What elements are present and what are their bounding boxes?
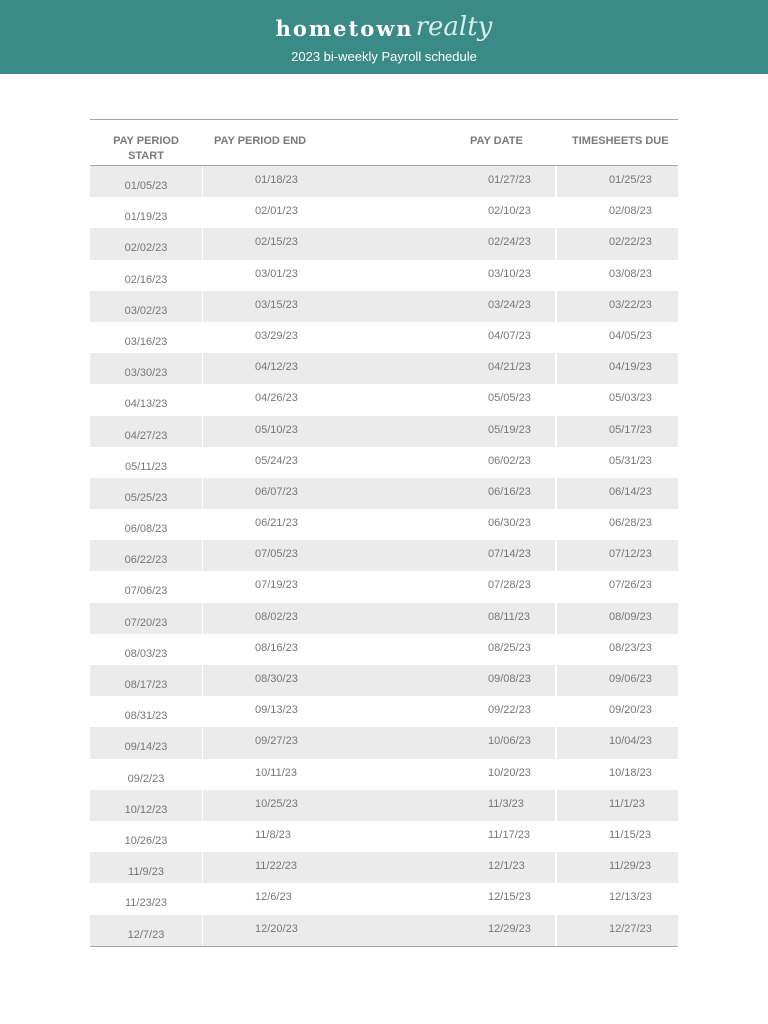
cell-timesheets-due: 10/04/23: [609, 735, 652, 748]
header-banner: [0, 0, 768, 74]
cell-divider: [555, 915, 557, 946]
cell-pay-period-end: 07/19/23: [255, 579, 298, 592]
table-row: [90, 353, 678, 384]
cell-timesheets-due: 10/18/23: [609, 766, 652, 779]
cell-pay-period-end: 08/02/23: [255, 610, 298, 623]
table-header: [90, 120, 678, 166]
cell-pay-period-end: 11/22/23: [255, 860, 298, 873]
cell-timesheets-due: 03/22/23: [609, 298, 652, 311]
table-row: [90, 540, 678, 571]
cell-pay-period-end: 08/30/23: [255, 673, 298, 685]
cell-pay-date: 01/27/23: [488, 174, 531, 186]
payroll-table: [90, 119, 678, 947]
cell-pay-period-end: 10/25/23: [255, 797, 298, 810]
cell-timesheets-due: 02/22/23: [609, 236, 652, 249]
cell-pay-period-start: 09/2/23: [127, 772, 165, 785]
cell-timesheets-due: 07/26/23: [609, 579, 652, 592]
cell-pay-date: 04/07/23: [488, 329, 531, 342]
table-row: [90, 634, 678, 665]
cell-pay-period-end: 03/01/23: [255, 267, 298, 280]
cell-timesheets-due: 12/27/23: [609, 922, 652, 935]
cell-pay-period-start: 01/05/23: [90, 166, 202, 197]
cell-timesheets-due: 04/05/23: [609, 329, 652, 342]
cell-pay-period-end: 12/6/23: [255, 891, 292, 904]
cell-pay-period-start: 06/22/23: [90, 540, 202, 571]
cell-timesheets-due: 02/08/23: [609, 205, 652, 218]
table-row: [90, 727, 678, 758]
cell-timesheets-due: 08/09/23: [609, 610, 652, 623]
table-row: [90, 322, 678, 353]
cell-pay-period-end: 06/21/23: [255, 517, 298, 530]
cell-pay-date: 06/16/23: [488, 485, 531, 498]
cell-pay-date: 03/24/23: [488, 298, 531, 311]
table-row: [90, 447, 678, 478]
cell-divider: [555, 727, 557, 758]
cell-pay-date: 03/10/23: [488, 267, 531, 280]
cell-divider: [555, 540, 557, 571]
cell-pay-period-start: 08/17/23: [90, 665, 202, 696]
cell-pay-period-end: 03/29/23: [255, 329, 298, 342]
cell-pay-period-start: 03/30/23: [90, 353, 202, 384]
cell-pay-date: 11/3/23: [488, 797, 524, 810]
cell-pay-period-start: 11/23/23: [124, 897, 167, 910]
table-row: [90, 571, 678, 602]
table-row: [90, 416, 678, 447]
table-row: [90, 260, 678, 291]
cell-pay-period-start: 09/14/23: [90, 727, 202, 758]
cell-timesheets-due: 04/19/23: [609, 361, 652, 374]
table-row: [90, 883, 678, 914]
cell-timesheets-due: 06/28/23: [609, 517, 652, 530]
cell-divider: [555, 852, 557, 883]
cell-divider: [555, 478, 557, 509]
cell-pay-date: 10/06/23: [488, 735, 531, 748]
table-row: [90, 478, 678, 509]
cell-pay-date: 02/24/23: [488, 236, 531, 249]
cell-pay-period-start: 01/19/23: [124, 211, 168, 224]
cell-pay-date: 07/28/23: [488, 579, 531, 592]
cell-pay-date: 04/21/23: [488, 361, 531, 374]
table-row: [90, 291, 678, 322]
cell-timesheets-due: 11/15/23: [609, 828, 652, 841]
cell-timesheets-due: 12/13/23: [609, 891, 652, 904]
cell-divider: [555, 665, 557, 696]
cell-pay-date: 11/17/23: [488, 828, 531, 841]
cell-divider: [555, 166, 557, 197]
cell-pay-period-start: 11/9/23: [90, 852, 202, 883]
cell-pay-period-end: 11/8/23: [255, 828, 291, 841]
table-row: [90, 852, 678, 883]
cell-pay-period-end: 12/20/23: [255, 922, 298, 935]
cell-pay-period-start: 02/16/23: [124, 273, 168, 286]
cell-timesheets-due: 11/29/23: [609, 860, 652, 873]
cell-pay-period-start: 04/27/23: [90, 416, 202, 447]
cell-pay-period-start: 04/13/23: [124, 398, 168, 411]
cell-pay-period-start: 03/02/23: [90, 291, 202, 322]
table-row: [90, 228, 678, 259]
cell-pay-period-end: 04/12/23: [255, 361, 298, 374]
table-row: [90, 665, 678, 696]
cell-pay-period-start: 03/16/23: [124, 335, 168, 348]
table-row: [90, 821, 678, 852]
table-row: [90, 509, 678, 540]
cell-divider: [555, 603, 557, 634]
cell-pay-date: 05/19/23: [488, 423, 531, 436]
column-header-pay-date: PAY DATE: [470, 135, 523, 147]
cell-timesheets-due: 01/25/23: [609, 174, 652, 186]
cell-divider: [555, 228, 557, 259]
table-row: [90, 197, 678, 228]
cell-timesheets-due: 09/20/23: [609, 704, 652, 717]
cell-pay-date: 08/11/23: [488, 610, 531, 623]
cell-divider: [555, 291, 557, 322]
cell-pay-period-end: 09/27/23: [255, 735, 298, 748]
cell-timesheets-due: 11/1/23: [609, 797, 645, 810]
cell-pay-period-start: 12/7/23: [90, 915, 202, 946]
cell-pay-period-start: 07/20/23: [90, 603, 202, 634]
cell-pay-period-start: 06/08/23: [124, 523, 168, 536]
cell-pay-date: 06/30/23: [488, 517, 531, 530]
cell-timesheets-due: 05/17/23: [609, 423, 652, 436]
cell-pay-date: 10/20/23: [488, 766, 531, 779]
table-row: [90, 603, 678, 634]
brand-script-text: realty: [415, 12, 493, 42]
cell-divider: [555, 416, 557, 447]
cell-pay-period-start: 07/06/23: [124, 585, 168, 598]
table-body: [90, 166, 678, 947]
cell-pay-period-start: 08/31/23: [124, 710, 168, 723]
cell-pay-period-end: 05/24/23: [255, 454, 298, 467]
cell-pay-period-end: 01/18/23: [255, 174, 298, 186]
column-header-timesheets-due: TIMESHEETS DUE: [572, 135, 669, 147]
cell-pay-period-end: 10/11/23: [255, 766, 298, 779]
cell-timesheets-due: 08/23/23: [609, 641, 652, 654]
table-row: [90, 790, 678, 821]
cell-pay-date: 09/08/23: [488, 673, 531, 685]
brand-name: hometown: [275, 16, 414, 41]
table-row: [90, 384, 678, 415]
cell-pay-period-end: 02/15/23: [255, 236, 298, 249]
cell-pay-date: 05/05/23: [488, 392, 531, 405]
cell-pay-period-end: 05/10/23: [255, 423, 298, 436]
cell-pay-date: 02/10/23: [488, 205, 531, 218]
cell-divider: [555, 790, 557, 821]
cell-pay-period-start: 08/03/23: [124, 647, 168, 660]
brand-logo: [0, 10, 768, 46]
cell-pay-date: 06/02/23: [488, 454, 531, 467]
cell-pay-period-start: 05/25/23: [90, 478, 202, 509]
table-row: [90, 166, 678, 197]
cell-timesheets-due: 05/31/23: [609, 454, 652, 467]
cell-pay-period-start: 10/12/23: [90, 790, 202, 821]
cell-pay-period-start: 10/26/23: [124, 834, 168, 847]
cell-pay-period-end: 08/16/23: [255, 641, 298, 654]
cell-pay-period-end: 03/15/23: [255, 298, 298, 311]
cell-pay-period-end: 02/01/23: [255, 205, 298, 218]
cell-pay-period-start: 05/11/23: [124, 460, 167, 473]
cell-pay-period-end: 04/26/23: [255, 392, 298, 405]
table-row: [90, 759, 678, 790]
cell-pay-period-end: 07/05/23: [255, 548, 298, 561]
table-row: [90, 915, 678, 947]
cell-pay-date: 12/29/23: [488, 922, 531, 935]
cell-timesheets-due: 03/08/23: [609, 267, 652, 280]
cell-divider: [555, 353, 557, 384]
cell-timesheets-due: 05/03/23: [609, 392, 652, 405]
cell-pay-period-start: 02/02/23: [90, 228, 202, 259]
cell-pay-period-end: 06/07/23: [255, 485, 298, 498]
column-header-pay-period-end: PAY PERIOD END: [214, 135, 307, 147]
cell-pay-date: 12/15/23: [488, 891, 531, 904]
cell-pay-period-end: 09/13/23: [255, 704, 298, 717]
cell-timesheets-due: 06/14/23: [609, 485, 652, 498]
cell-pay-date: 09/22/23: [488, 704, 531, 717]
column-header-pay-period-start: PAY PERIOD START: [113, 135, 179, 162]
cell-pay-date: 08/25/23: [488, 641, 531, 654]
cell-pay-date: 07/14/23: [488, 548, 531, 561]
cell-timesheets-due: 09/06/23: [609, 673, 652, 685]
table-row: [90, 696, 678, 727]
cell-pay-date: 12/1/23: [488, 860, 525, 873]
page-subtitle: 2023 bi-weekly Payroll schedule: [291, 49, 477, 64]
cell-timesheets-due: 07/12/23: [609, 548, 652, 561]
